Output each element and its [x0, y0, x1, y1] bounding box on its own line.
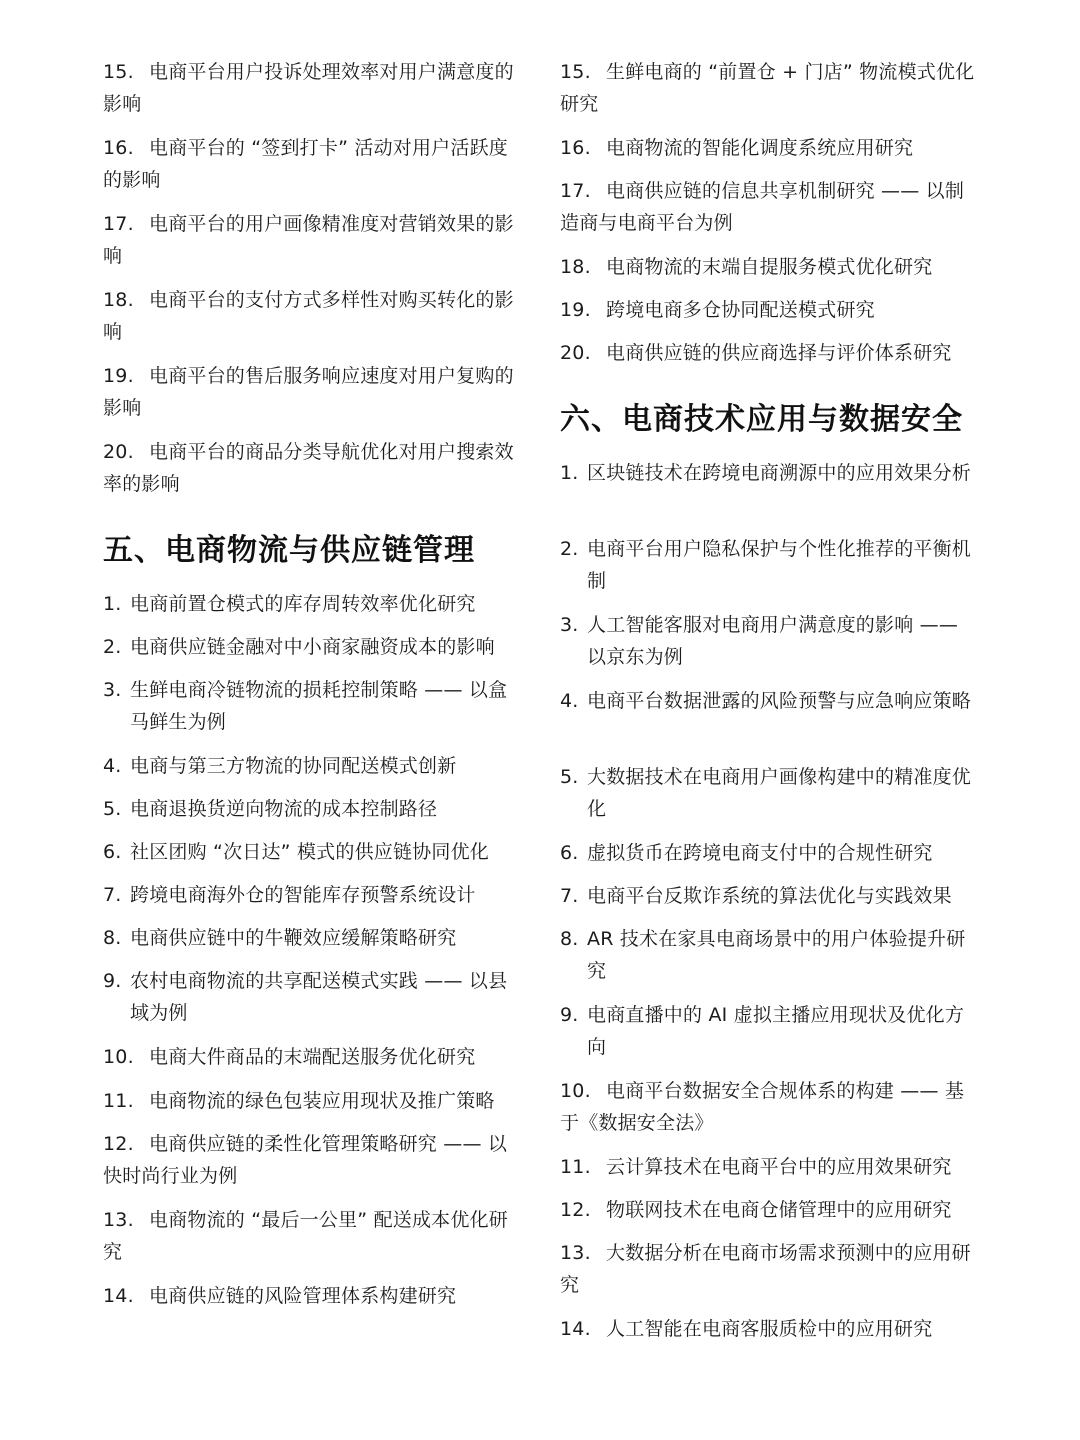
item-number: 15. [560, 61, 591, 83]
item-number: 10. [560, 1080, 591, 1102]
section-heading: 五、电商物流与供应链管理 [103, 533, 475, 568]
list-item [103, 588, 523, 620]
item-number: 13. [103, 1209, 134, 1231]
item-text: 跨境电商海外仓的智能库存预警系统设计 [130, 884, 476, 906]
item-number: 16. [103, 137, 134, 159]
list-item [103, 674, 523, 738]
list-item [103, 836, 523, 868]
item-text: 电商退换货逆向物流的成本控制路径 [130, 798, 438, 820]
list-item [560, 457, 980, 489]
item-text: 电商供应链中的牛鞭效应缓解策略研究 [130, 927, 457, 949]
item-number: 14. [560, 1318, 591, 1340]
item-number: 5. [103, 798, 122, 820]
item-number: 11. [103, 1090, 134, 1112]
item-text: 电商直播中的 AI 虚拟主播应用现状及优化方向 [587, 1004, 965, 1058]
item-text: 生鲜电商冷链物流的损耗控制策略 —— 以盒马鲜生为例 [130, 679, 508, 733]
item-number: 13. [560, 1242, 591, 1264]
list-item [560, 251, 980, 283]
list-item [103, 922, 523, 954]
list-item [103, 1280, 523, 1312]
item-text: 电商平台的用户画像精准度对营销效果的影响 [103, 213, 514, 267]
item-text: 电商平台用户投诉处理效率对用户满意度的影响 [103, 61, 514, 115]
item-number: 6. [560, 842, 579, 864]
list-item [103, 793, 523, 825]
item-number: 10. [103, 1046, 134, 1068]
item-text: 电商物流的智能化调度系统应用研究 [606, 137, 914, 159]
item-text: 电商物流的末端自提服务模式优化研究 [606, 256, 933, 278]
item-text: 人工智能在电商客服质检中的应用研究 [606, 1318, 933, 1340]
list-item [560, 1313, 980, 1345]
item-text: 电商平台的 “签到打卡” 活动对用户活跃度的影响 [103, 137, 508, 191]
list-item [560, 337, 980, 369]
list-item [560, 533, 980, 597]
section-heading: 六、电商技术应用与数据安全 [560, 402, 963, 437]
item-text: 生鲜电商的 “前置仓 + 门店” 物流模式优化研究 [560, 61, 975, 115]
item-text: 电商平台数据泄露的风险预警与应急响应策略 [587, 690, 972, 712]
list-item [103, 1041, 523, 1073]
list-item [560, 999, 980, 1063]
item-number: 4. [103, 755, 122, 777]
list-item [560, 132, 980, 164]
item-text: 社区团购 “次日达” 模式的供应链协同优化 [130, 841, 489, 863]
list-item [103, 284, 515, 348]
item-number: 11. [560, 1156, 591, 1178]
item-text: 电商平台数据安全合规体系的构建 —— 基于《数据安全法》 [560, 1080, 965, 1134]
list-item [103, 631, 523, 663]
list-item [560, 294, 980, 326]
item-text: 电商与第三方物流的协同配送模式创新 [130, 755, 457, 777]
list-item [560, 1151, 980, 1183]
list-item [103, 436, 515, 500]
item-text: 电商供应链的供应商选择与评价体系研究 [606, 342, 952, 364]
list-item [560, 1237, 980, 1301]
item-text: 电商供应链的信息共享机制研究 —— 以制造商与电商平台为例 [560, 180, 965, 234]
item-text: 人工智能客服对电商用户满意度的影响 —— 以京东为例 [587, 614, 959, 668]
list-item [103, 360, 515, 424]
list-item [103, 879, 523, 911]
item-number: 7. [560, 885, 579, 907]
item-text: 物联网技术在电商仓储管理中的应用研究 [606, 1199, 952, 1221]
list-item [560, 609, 980, 673]
list-item [560, 837, 980, 869]
list-item [103, 132, 515, 196]
list-item [103, 750, 523, 782]
item-number: 4. [560, 690, 579, 712]
item-number: 20. [560, 342, 591, 364]
list-item [560, 685, 980, 717]
item-text: 农村电商物流的共享配送模式实践 —— 以县域为例 [130, 970, 508, 1024]
item-text: AR 技术在家具电商场景中的用户体验提升研究 [587, 928, 966, 982]
item-text: 电商供应链的柔性化管理策略研究 —— 以快时尚行业为例 [103, 1133, 508, 1187]
item-number: 7. [103, 884, 122, 906]
item-text: 虚拟货币在跨境电商支付中的合规性研究 [587, 842, 933, 864]
list-item [560, 761, 980, 825]
list-item [103, 965, 523, 1029]
item-number: 6. [103, 841, 122, 863]
item-number: 3. [560, 614, 579, 636]
list-item [103, 208, 515, 272]
item-text: 电商平台的商品分类导航优化对用户搜索效率的影响 [103, 441, 514, 495]
item-text: 电商前置仓模式的库存周转效率优化研究 [130, 593, 476, 615]
item-text: 大数据技术在电商用户画像构建中的精准度优化 [587, 766, 972, 820]
item-number: 20. [103, 441, 134, 463]
item-text: 区块链技术在跨境电商溯源中的应用效果分析 [587, 462, 972, 484]
item-number: 8. [560, 928, 579, 950]
item-number: 3. [103, 679, 122, 701]
item-text: 电商物流的 “最后一公里” 配送成本优化研究 [103, 1209, 508, 1263]
list-item [560, 175, 980, 239]
list-item [560, 880, 980, 912]
item-number: 1. [560, 462, 579, 484]
item-text: 电商大件商品的末端配送服务优化研究 [149, 1046, 476, 1068]
item-number: 8. [103, 927, 122, 949]
item-text: 电商平台反欺诈系统的算法优化与实践效果 [587, 885, 952, 907]
item-number: 9. [560, 1004, 579, 1026]
list-item [560, 923, 980, 987]
item-number: 5. [560, 766, 579, 788]
item-text: 大数据分析在电商市场需求预测中的应用研究 [560, 1242, 971, 1296]
item-text: 电商平台的售后服务响应速度对用户复购的影响 [103, 365, 514, 419]
item-text: 电商平台用户隐私保护与个性化推荐的平衡机制 [587, 538, 972, 592]
item-text: 电商供应链的风险管理体系构建研究 [149, 1285, 457, 1307]
item-number: 17. [103, 213, 134, 235]
list-item [103, 1204, 523, 1268]
item-text: 云计算技术在电商平台中的应用效果研究 [606, 1156, 952, 1178]
list-item [103, 1128, 523, 1192]
item-number: 12. [103, 1133, 134, 1155]
item-number: 19. [103, 365, 134, 387]
item-text: 电商平台的支付方式多样性对购买转化的影响 [103, 289, 514, 343]
list-item [103, 56, 515, 120]
item-number: 14. [103, 1285, 134, 1307]
item-number: 17. [560, 180, 591, 202]
item-number: 1. [103, 593, 122, 615]
list-item [103, 1085, 523, 1117]
list-item [560, 56, 980, 120]
item-number: 18. [560, 256, 591, 278]
item-number: 2. [103, 636, 122, 658]
item-number: 2. [560, 538, 579, 560]
item-number: 16. [560, 137, 591, 159]
item-text: 跨境电商多仓协同配送模式研究 [606, 299, 875, 321]
item-text: 电商供应链金融对中小商家融资成本的影响 [130, 636, 495, 658]
list-item [560, 1194, 980, 1226]
list-item [560, 1075, 980, 1139]
item-number: 18. [103, 289, 134, 311]
item-text: 电商物流的绿色包装应用现状及推广策略 [149, 1090, 495, 1112]
item-number: 12. [560, 1199, 591, 1221]
item-number: 19. [560, 299, 591, 321]
item-number: 9. [103, 970, 122, 992]
item-number: 15. [103, 61, 134, 83]
